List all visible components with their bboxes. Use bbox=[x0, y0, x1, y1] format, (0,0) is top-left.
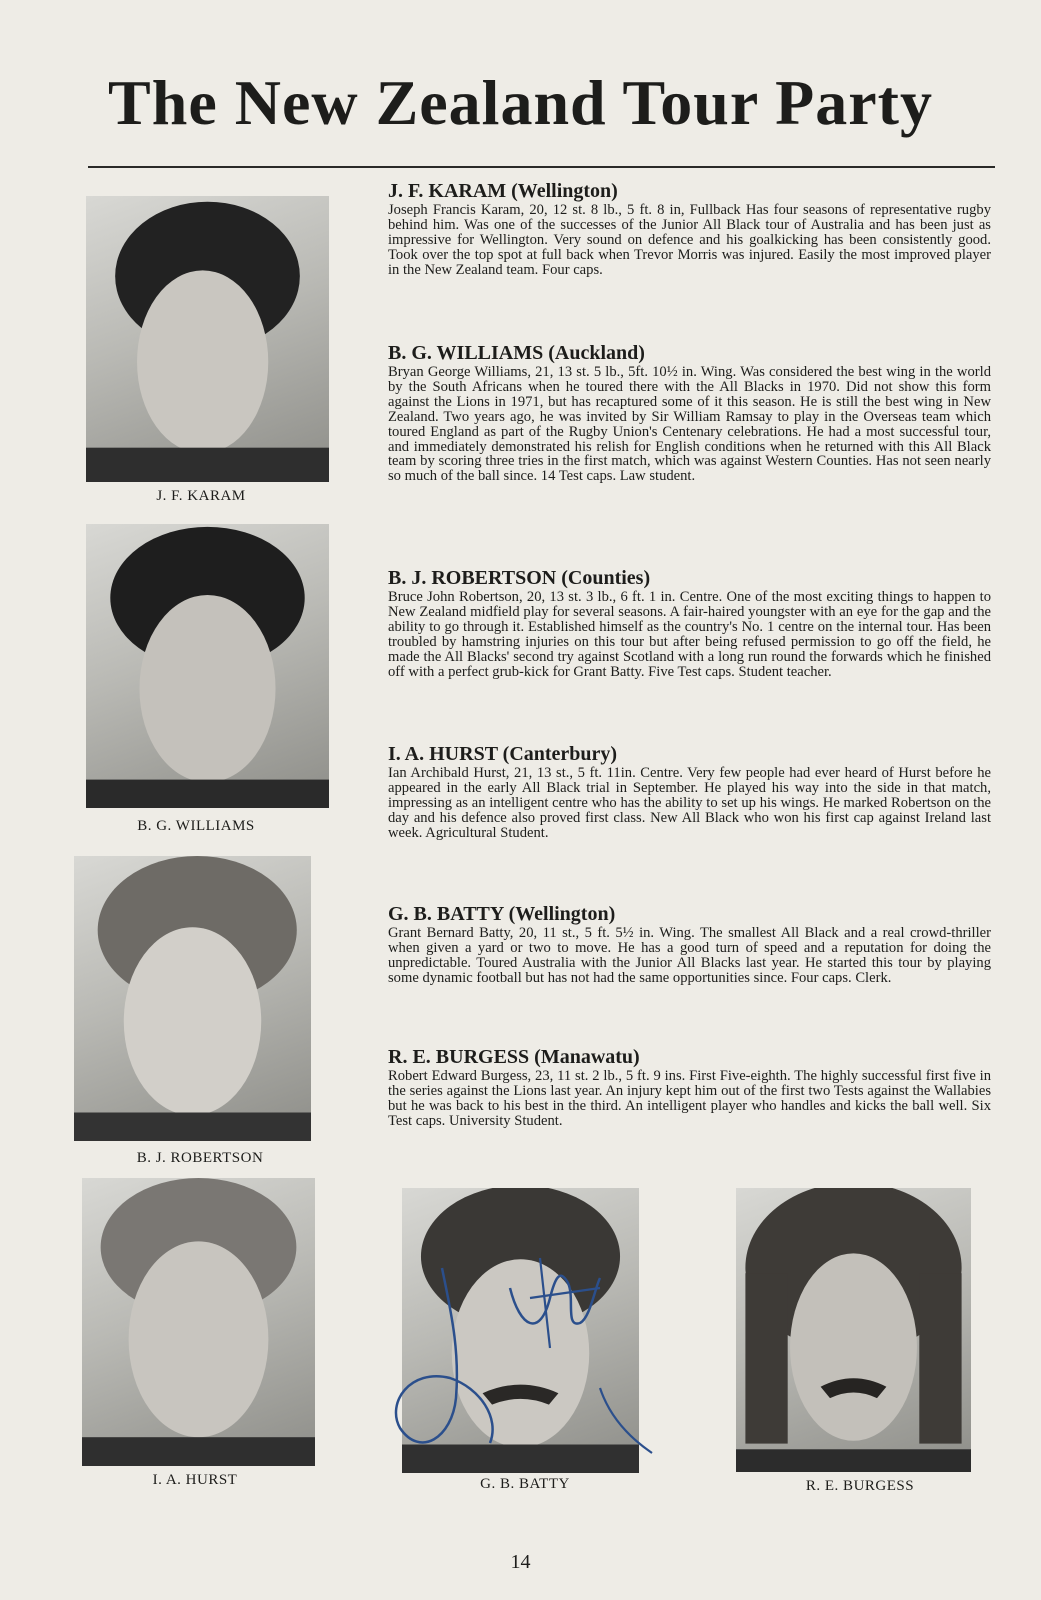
caption-batty: G. B. BATTY bbox=[480, 1476, 570, 1492]
bio-text: Grant Bernard Batty, 20, 11 st., 5 ft. 5½ in. Wing. The smallest All Black and a real crowd-thriller when given a yard or two to move. He has a good turn of speed and a reputation for doing the unpredictable. Toured Australia with the Junior All Blacks last year. He started this tour by playing some dynamic football but has not had the same opportunities since. Four caps. Clerk. bbox=[388, 925, 991, 986]
bio-burgess bbox=[388, 1046, 991, 1129]
bio-heading: I. A. HURST (Canterbury) bbox=[388, 743, 618, 765]
photo-hurst bbox=[82, 1178, 315, 1466]
bio-heading: R. E. BURGESS (Manawatu) bbox=[388, 1046, 640, 1068]
bio-heading: B. J. ROBERTSON (Counties) bbox=[388, 567, 651, 589]
bio-batty bbox=[388, 903, 991, 986]
caption-hurst: I. A. HURST bbox=[152, 1472, 238, 1488]
bio-karam bbox=[388, 180, 991, 278]
caption-burgess: R. E. BURGESS bbox=[805, 1478, 915, 1494]
bio-robertson bbox=[388, 567, 991, 679]
bio-text: Ian Archibald Hurst, 21, 13 st., 5 ft. 11in. Centre. Very few people had ever heard of Hurst before he appeared in the early All Black trial in September. He played his way into the side in that match, impressing as an intelligent centre who has the ability to set up his wings. He marked Robertson on the day and his defence also proved first class. New All Black who won his first cap against Ireland last week. Agricultural Student. bbox=[388, 765, 991, 841]
photo-williams bbox=[86, 524, 329, 808]
bio-heading: B. G. WILLIAMS (Auckland) bbox=[388, 342, 645, 364]
bio-text: Robert Edward Burgess, 23, 11 st. 2 lb., 5 ft. 9 ins. First Five-eighth. The highly successful first five in the series against the Lions last year. An injury kept him out of the first two Tests against the Wallabies but he was back to his best in the third. An intelligent player who handles and kicks the ball well. Six Test caps. University Student. bbox=[388, 1068, 991, 1129]
caption-williams: B. G. WILLIAMS bbox=[137, 818, 255, 834]
bio-text: Bruce John Robertson, 20, 13 st. 3 lb., 6 ft. 1 in. Centre. One of the most exciting things to happen to New Zealand midfield play for several seasons. A fair-haired youngster with an eye for the gap and the ability to go through it. Established himself as the country's No. 1 centre on the internal tour. Has been troubled by hamstring injuries on this tour but after being refused permission to go off the field, he made the All Blacks' second try against Scotland with a long run round the forwards which he finished off with a perfect grub-kick for Grant Batty. Five Test caps. Student teacher. bbox=[388, 589, 991, 680]
page-title: The New Zealand Tour Party bbox=[108, 67, 933, 138]
bio-williams bbox=[388, 342, 991, 484]
bio-text: Joseph Francis Karam, 20, 12 st. 8 lb., 5 ft. 8 in, Fullback Has four seasons of representative rugby behind him. Was one of the successes of the Junior All Black tour of Australia and has been just as impressive for Wellington. Very sound on defence and his goalkicking has been consistently good. Took over the top spot at full back when Trevor Morris was injured. Easily the most improved player in the New Zealand team. Four caps. bbox=[388, 202, 991, 278]
autograph-signature bbox=[390, 1228, 680, 1468]
caption-karam: J. F. KARAM bbox=[156, 488, 246, 504]
bio-hurst bbox=[388, 743, 991, 841]
bio-heading: J. F. KARAM (Wellington) bbox=[388, 180, 618, 202]
photo-karam bbox=[86, 196, 329, 482]
bio-text: Bryan George Williams, 21, 13 st. 5 lb., 5ft. 10½ in. Wing. Was considered the best wing in the world by the South Africans when he toured there with the All Blacks in 1970. Did not show this form against the Lions in 1971, but has recaptured some of it this season. He is still the best wing in New Zealand. Two years ago, he was invited by Sir William Ramsay to play in the Overseas team which toured England as part of the Rugby Union's Centenary celebrations. He had a most successful tour, and immediately demonstrated his relish for English conditions when he returned with this All Black team by scoring three tries in the first match, which was against Western Counties. Has not seen nearly so much of the ball since. 14 Test caps. Law student. bbox=[388, 364, 991, 485]
photo-robertson bbox=[74, 856, 311, 1141]
page-number: 14 bbox=[510, 1551, 531, 1573]
caption-robertson: B. J. ROBERTSON bbox=[136, 1150, 264, 1166]
photo-burgess bbox=[736, 1188, 971, 1472]
title-rule bbox=[88, 166, 995, 168]
bio-heading: G. B. BATTY (Wellington) bbox=[388, 903, 616, 925]
